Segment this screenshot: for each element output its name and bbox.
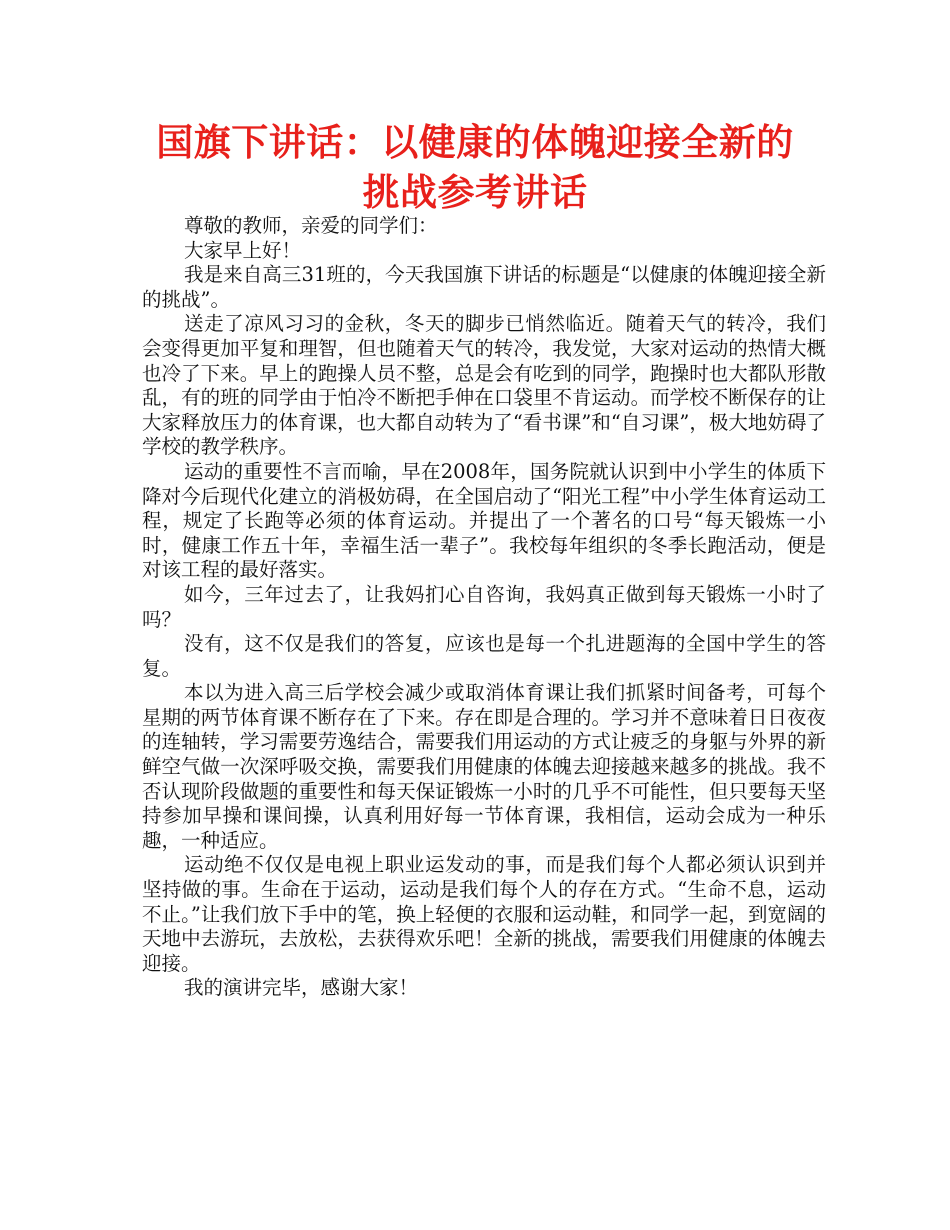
greeting: 大家早上好！: [184, 238, 302, 262]
paragraph-question: 如今，三年过去了，让我妈扪心自咨询，我妈真正做到每天锻炼一小时了吗？: [142, 582, 826, 631]
document-body: [142, 214, 826, 1001]
paragraph-intro: 我是来自高三31班的，今天我国旗下讲话的标题是“以健康的体魄迎接全新的挑战”。: [142, 263, 826, 311]
document-title: 国旗下讲话：以健康的体魄迎接全新的挑战参考讲话: [156, 121, 794, 214]
paragraph-importance: 运动的重要性不言而喻，早在2008年，国务院就认识到中小学生的体质下降对今后现代化建立的消极妨碍，在全国启动了“阳光工程”中小学生体育运动工程，规定了长跑等必须的体育运动。并提出了一个著名的口号“每天锻炼一小时，健康工作五十年，幸福生活一辈子”。我校每年组织的冬季长跑活动，便是对该工程的最好落实。: [142, 459, 826, 582]
closing: 我的演讲完毕，感谢大家！: [184, 976, 419, 1000]
salutation: 尊敬的教师，亲爱的同学们：: [184, 214, 438, 237]
paragraph-answer: 没有，这不仅是我们的答复，应该也是每一个扎进题海的全国中学生的答复。: [142, 632, 826, 680]
paragraph-winter: 送走了凉风习习的金秋，冬天的脚步已悄然临近。随着天气的转冷，我们会变得更加平复和理智，但也随着天气的转冷，我发觉，大家对运动的热情大概也冷了下来。早上的跑操人员不整，总是会有吃到的同学，跑操时也大都队形散乱，有的班的同学由于怕冷不断把手伸在口袋里不肯运动。而学校不断保存的让大家释放压力的体育课，也大都自动转为了“看书课”和“自习课”，极大地妨碍了学校的教学秩序。: [142, 312, 826, 459]
paragraph-exercise: 运动绝不仅仅是电视上职业运发动的事，而是我们每个人都必须认识到并坚持做的事。生命在于运动，运动是我们每个人的存在方式。“生命不息，运动不止。”让我们放下手中的笔，换上轻便的衣服和运动鞋，和同学一起，到宽阔的天地中去游玩，去放松，去获得欢乐吧！全新的挑战，需要我们用健康的体魄去迎接。: [142, 853, 826, 975]
paragraph-pe-class: 本以为进入高三后学校会减少或取消体育课让我们抓紧时间备考，可每个星期的两节体育课不断存在了下来。存在即是合理的。学习并不意味着日日夜夜的连轴转，学习需要劳逸结合，需要我们用运动的方式让疲乏的身躯与外界的新鲜空气做一次深呼吸交换，需要我们用健康的体魄去迎接越来越多的挑战。我不否认现阶段做题的重要性和每天保证锻炼一小时的几乎不可能性，但只要每天坚持参加早操和课间操，认真利用好每一节体育课，我相信，运动会成为一种乐趣，一种适应。: [142, 681, 826, 852]
